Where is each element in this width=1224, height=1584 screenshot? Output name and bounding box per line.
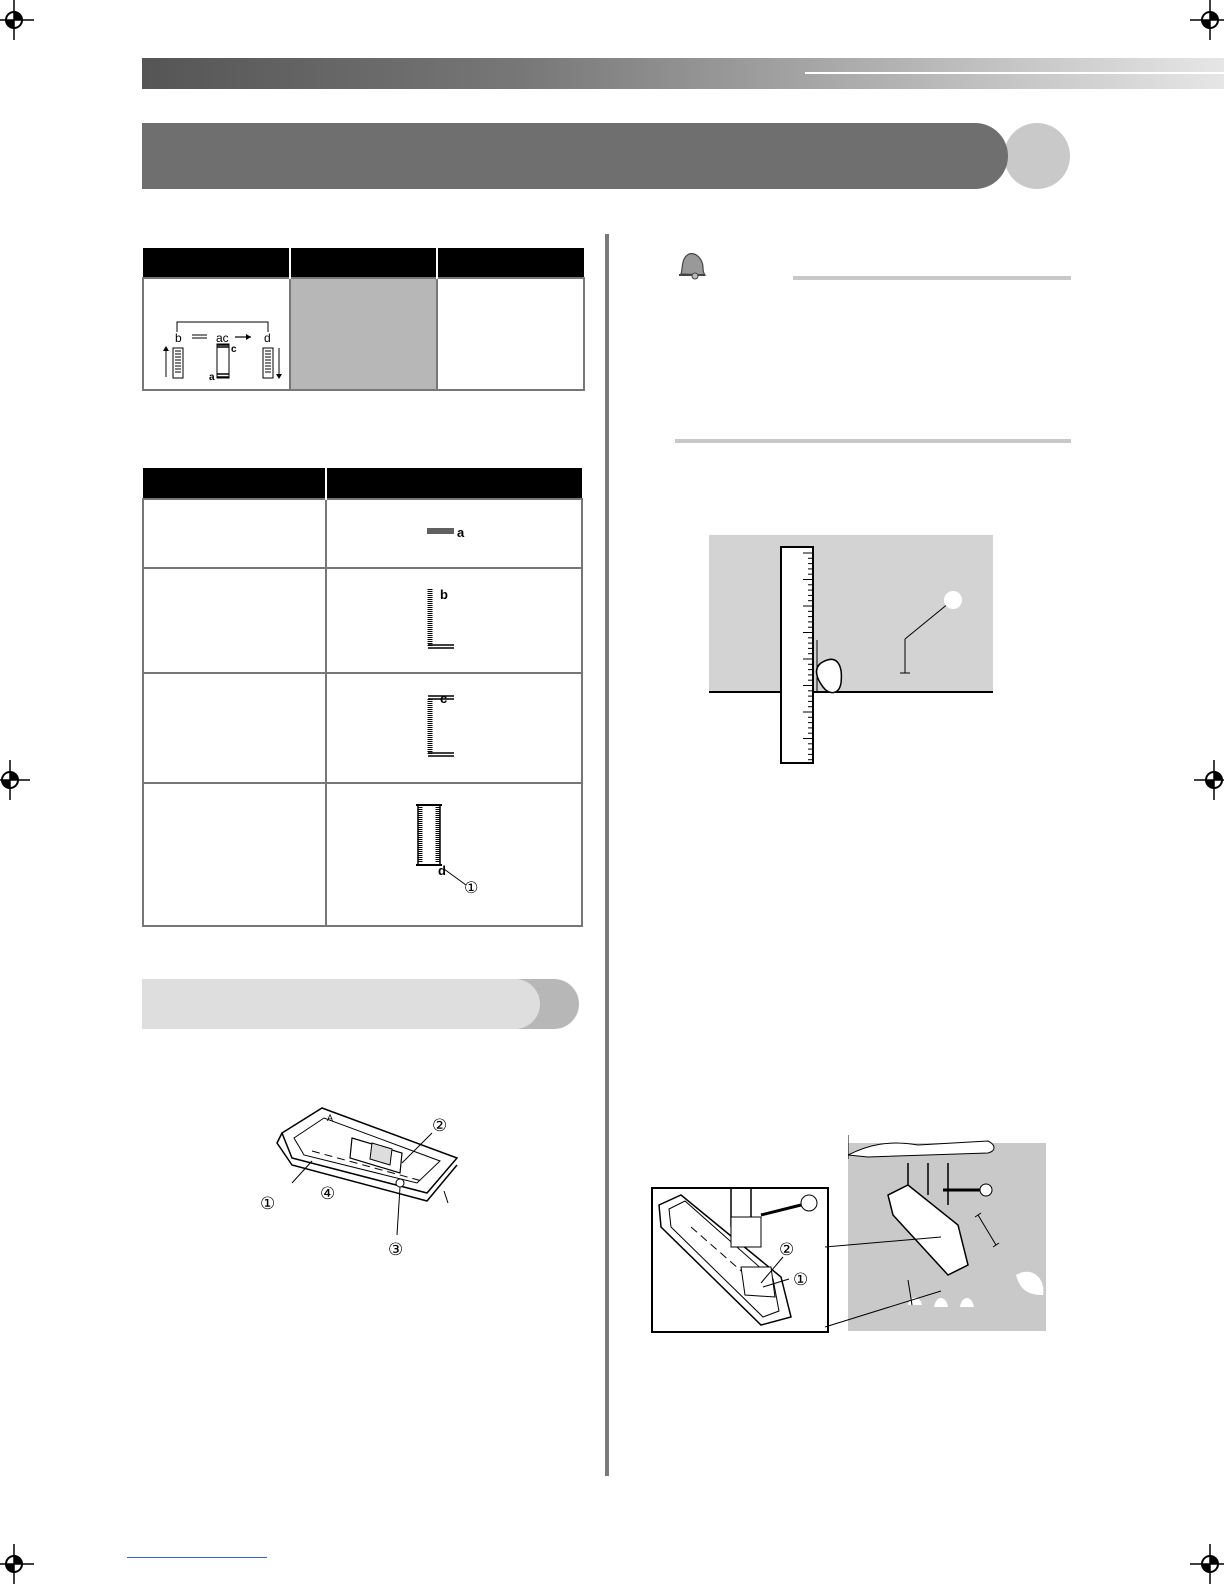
table-header-cell <box>143 468 326 499</box>
stitch-bartack-a <box>424 521 484 541</box>
stitch-complete-buttonhole-d <box>404 797 504 907</box>
stitch-left-side-b <box>424 583 484 653</box>
table-cell-grey <box>290 278 437 390</box>
note-rule-bottom <box>675 439 1071 443</box>
callout-number: ① <box>464 878 479 897</box>
stitch-table <box>142 248 585 391</box>
stitch-label: d <box>438 863 446 878</box>
seq-label-d: d <box>263 330 271 345</box>
footer-underline <box>127 1557 267 1558</box>
stitch-step-cell <box>326 673 582 783</box>
table-header-cell <box>326 468 582 499</box>
stitch-label: a <box>457 525 465 540</box>
svg-text:A: A <box>327 1113 334 1123</box>
table-header-cell <box>437 248 584 278</box>
subsection-title-bar <box>142 979 540 1029</box>
section-title-bar <box>142 123 1008 189</box>
stitch-step-cell <box>326 783 582 926</box>
registration-mark-icon <box>0 0 40 40</box>
stitch-label: b <box>440 587 448 602</box>
table-header-cell <box>290 248 437 278</box>
foot-detail-drawing <box>651 1187 1031 1333</box>
column-divider <box>605 234 609 1476</box>
buttonhole-sequence-diagram <box>147 282 287 382</box>
table-cell <box>437 278 584 390</box>
table-cell <box>143 673 326 783</box>
seq-label-a: a <box>208 371 215 382</box>
registration-mark-icon <box>1184 0 1224 40</box>
registration-mark-icon <box>1184 760 1224 800</box>
stitch-bartack-c <box>424 691 484 761</box>
table-cell <box>143 783 326 926</box>
table-header-cell <box>143 248 290 278</box>
registration-mark-icon <box>1184 1544 1224 1584</box>
stitch-label: c <box>440 690 448 706</box>
callout-number: ② <box>432 1116 448 1136</box>
callout-number: ② <box>779 1240 795 1260</box>
seq-label-ac: ac <box>215 330 229 345</box>
registration-mark-icon <box>0 760 40 800</box>
seq-label-b: b <box>174 330 182 345</box>
table-cell <box>143 499 326 568</box>
stitch-step-cell <box>326 499 582 568</box>
callout-number: ① <box>260 1194 276 1214</box>
table-cell <box>143 568 326 673</box>
bell-note-icon <box>673 246 709 282</box>
buttonhole-sequence-cell <box>143 278 290 390</box>
note-rule-top <box>793 276 1071 280</box>
callout-number: ④ <box>320 1184 336 1204</box>
seq-label-c: c <box>230 343 237 355</box>
registration-mark-icon <box>0 1544 40 1584</box>
callout-number: ③ <box>388 1240 404 1260</box>
ruler-marking-illustration <box>709 535 993 767</box>
buttonhole-steps-table <box>142 468 583 927</box>
buttonhole-foot-illustration <box>252 1103 472 1263</box>
stitch-step-cell <box>326 568 582 673</box>
section-bar-end-cap <box>1004 123 1070 189</box>
callout-number: ① <box>793 1270 809 1290</box>
header-rule <box>805 72 1224 74</box>
